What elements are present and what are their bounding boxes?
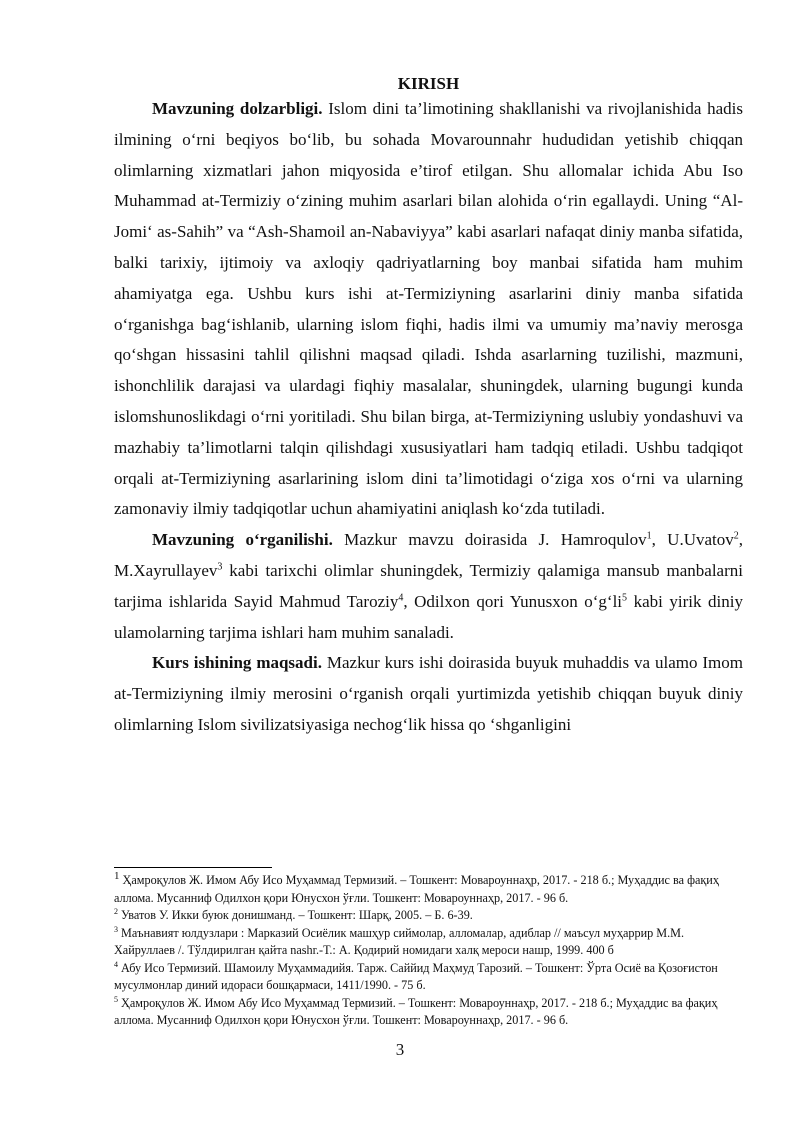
paragraph-text: Mazkur mavzu doirasida J. Hamroqulov [332, 530, 647, 550]
footnote-separator [114, 867, 272, 868]
body-text [114, 94, 743, 741]
footnote-ref[interactable]: 2 [733, 530, 739, 542]
footnote [114, 960, 743, 995]
footnote [114, 995, 743, 1030]
footnote-text: Ҳамроқулов Ж. Имом Абу Исо Муҳаммад Термизий. – Тошкент: Мовароуннаҳр, 2017. - 218 б.; Муҳаддис ва фақиҳ аллома. Мусанниф Одилхон қори Юнусхон ўғли. Тошкент: Мовароуннаҳр, 2017. - 96 б. [114, 873, 719, 905]
footnote-text: Абу Исо Термизий. Шамоилу Муҳаммадийя. Тарж. Саййид Маҳмуд Тарозий. – Тошкент: Ўрта Осиё ва Қозоғистон мусулмонлар диний идораси бошқармаси, 1411/1990. - 75 б. [114, 960, 718, 992]
paragraph-lead: Mavzuning o‘rganilishi. [152, 530, 333, 550]
page-title: KIRISH [397, 74, 460, 93]
footnote-text: Маънавият юлдузлари : Марказий Осиёлик машҳур сиймолар, алломалар, адиблар // маъсул муҳаррир М.М. Хайруллаев /. Тўлдирилган қайта nashr.-Т.: А. Қодирий номидаги халқ мероси нашр, 1999. 400 б [114, 925, 685, 957]
paragraph-study [114, 525, 743, 648]
footnote-ref[interactable]: 3 [217, 561, 223, 573]
footnote [114, 869, 743, 907]
footnote-mark: 1 [114, 869, 120, 882]
footnote-ref[interactable]: 5 [622, 592, 628, 604]
footnote-mark: 2 [114, 906, 118, 916]
page-number: 3 [395, 1040, 405, 1059]
paragraph-text: , M.Xayrullayev [114, 530, 743, 580]
paragraph-text: kabi tarixchi olimlar shuningdek, Termiziy qalamiga mansub manbalarni tarjima ishlarida Sayid Mahmud Taroziy [114, 560, 743, 611]
paragraph-text: kabi yirik diniy ulamolarning tarjima ishlari ham muhim sanaladi. [114, 591, 743, 642]
footnote [114, 925, 743, 960]
footnotes [114, 869, 743, 1030]
paragraph-lead: Kurs ishining maqsadi. [152, 653, 322, 673]
footnote-text: Ҳамроқулов Ж. Имом Абу Исо Муҳаммад Термизий. – Тошкент: Мовароуннаҳр, 2017. - 218 б.; Муҳаддис ва фақиҳ аллома. Мусанниф Одилхон қори Юнусхон ўғли. Тошкент: Мовароуннаҳр, 2017. - 96 б. [114, 995, 718, 1027]
paragraph-text: , U.Uvatov [651, 530, 734, 550]
footnote-mark: 3 [114, 924, 118, 934]
paragraph-lead: Mavzuning dolzarbligi. [152, 99, 323, 118]
paragraph-text: Islom dini ta’limotining shakllanishi va rivojlanishida hadis ilmining o‘rni beqiyos bo‘lib, bu sohada Movarounnahr hududidan yetishib chiqqan olimlarning xizmatlari jahon miqyosida e’tirof etilgan. Shu allomalar ichida Abu Iso Muhammad at-Termiziy o‘zining muhim asarlari bilan alohida o‘rin egallaydi. Uning “Al-Jomi‘ as-Sahih” va “Ash-Shamoil an-Nabaviyya” kabi asarlari nafaqat diniy manba sifatida, balki tarixiy, ijtimoiy va axloqiy qadriyatlarning boy manbai sifatida ham muhim ahamiyatga ega. Ushbu kurs ishi at-Termiziyning asarlarini diniy manba sifatida o‘rganishga bag‘ishlanib, ularning islom fiqhi, hadis ilmi va umumiy ma’naviy merosga qo‘shgan hissasini tahlil qilishni maqsad qiladi. Ishda asarlarning tuzilishi, mazmuni, ishonchlilik darajasi va ulardagi fiqhiy masalalar, shuningdek, ularning bugungi kunda islomshunoslikdagi o‘rni yoritiladi. Shu bilan birga, at-Termiziyning uslubiy yondashuvi va mazhabiy ta’limotlarni talqin qilishdagi xususiyatlari ham tadqiq etiladi. Ushbu tadqiqot orqali at-Termiziyning asarlarining islom dini ta’limotidagi o‘ziga xos o‘rni va ularning zamonaviy ilmiy tadqiqotlar uchun ahamiyatini aniqlash ko‘zda tutiladi. [114, 99, 743, 519]
footnote [114, 907, 743, 925]
footnote-ref[interactable]: 1 [646, 530, 652, 542]
paragraph-goal [114, 648, 743, 740]
footnote-mark: 4 [114, 959, 118, 969]
footnote-mark: 5 [114, 994, 118, 1004]
paragraph-relevance [114, 94, 743, 525]
footnote-ref[interactable]: 4 [398, 592, 404, 604]
footnote-text: Уватов У. Икки буюк донишманд. – Тошкент: Шарқ, 2005. – Б. 6-39. [118, 908, 473, 922]
paragraph-text: Mazkur kurs ishi doirasida buyuk muhaddis va ulamo Imom at-Termiziyning ilmiy merosini o‘rganish orqali yurtimizda yetishib chiqqan buyuk diniy olimlarning Islom sivilizatsiyasiga nechog‘lik hissa qo ‘shganligini [114, 653, 743, 734]
paragraph-text: , Odilxon qori Yunusxon o‘g‘li [403, 591, 623, 611]
